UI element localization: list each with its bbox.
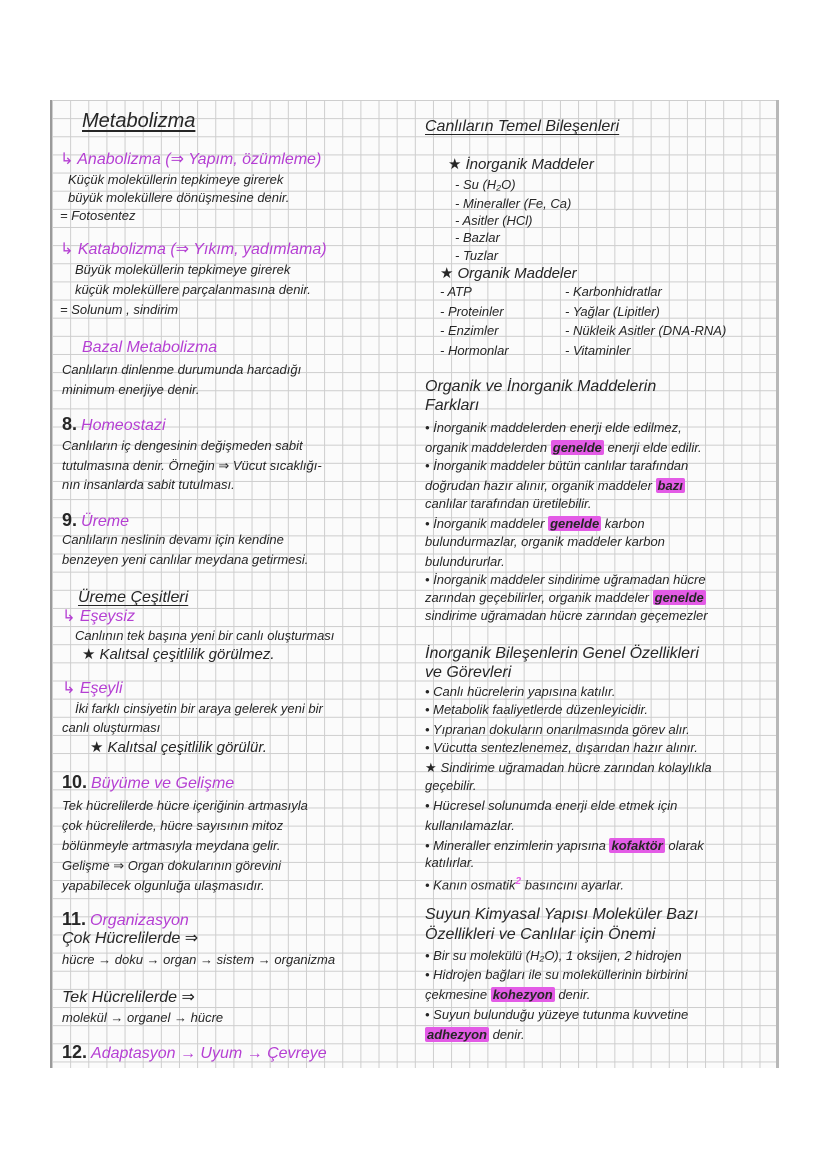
gorevler-line: kullanılamazlar. <box>425 818 515 833</box>
farklar-line: bulundururlar. <box>425 554 505 569</box>
eseyli-heading: ↳ Eşeyli <box>62 680 123 697</box>
temel-bilesenler-title: Canlıların Temel Bileşenleri <box>425 118 620 135</box>
section-number: 8. <box>62 414 78 434</box>
organik-item: - Yağlar (Lipitler) <box>565 304 660 319</box>
gorevler-line: • Hücresel solunumda enerji elde etmek için <box>425 798 678 813</box>
anabolizma-example: = Fotosentez <box>60 208 136 223</box>
gorevler-title: İnorganik Bileşenlerin Genel Özellikleri <box>425 645 699 662</box>
inorganik-item: - Asitler (HCl) <box>455 213 533 228</box>
metabolizma-title: Metabolizma <box>82 110 196 132</box>
buyume-line: Gelişme ⇒ Organ dokularının görevini <box>62 858 281 873</box>
gorevler-line: geçebilir. <box>425 778 477 793</box>
anabolizma-line: büyük moleküllere dönüşmesine denir. <box>68 190 290 205</box>
buyume-line: Tek hücrelilerde hücre içeriğinin artmasıyla <box>62 798 308 813</box>
heading-text: Organik Maddeler <box>457 265 577 282</box>
inorganik-item: - Tuzlar <box>455 248 499 263</box>
eseyli-line: İki farklı cinsiyetin bir araya gelerek yeni bir <box>75 701 323 716</box>
line-text: çekmesine <box>425 987 491 1002</box>
organik-item: - Vitaminler <box>565 343 631 358</box>
katabolizma-heading: ↳ Katabolizma (⇒ Yıkım, yadımlama) <box>60 241 327 258</box>
organik-item: - Proteinler <box>440 304 504 319</box>
line-text: basıncını ayarlar. <box>521 877 624 893</box>
buyume-line: yapabilecek olgunluğa ulaşmasıdır. <box>62 878 265 893</box>
gorevler-line <box>425 759 712 776</box>
katabolizma-example: = Solunum , sindirim <box>60 302 179 317</box>
buyume-line: çok hücrelilerde, hücre sayısının mitoz <box>62 818 284 833</box>
cok-hucreliler-label: Çok Hücrelilerde ⇒ <box>62 930 199 947</box>
su-line <box>425 1026 525 1043</box>
buyume-heading <box>62 772 234 794</box>
farklar-line: sindirime uğramadan hücre zarından geçemezler <box>425 608 708 623</box>
line-text: organik maddelerden <box>425 440 551 455</box>
note-text: Kalıtsal çeşitlilik görülür. <box>107 739 267 756</box>
organik-item: - Karbonhidratlar <box>565 284 662 299</box>
highlighted-word: adhezyon <box>427 1027 487 1042</box>
farklar-line <box>425 439 702 456</box>
inorganik-item: - Bazlar <box>455 230 500 245</box>
tek-hucreliler-chain: molekül → organel → hücre <box>62 1010 224 1025</box>
farklar-title: Organik ve İnorganik Maddelerin <box>425 378 657 395</box>
bazal-metabolizma-heading: Bazal Metabolizma <box>82 339 218 356</box>
eseyli-line: canlı oluşturması <box>62 720 161 735</box>
organik-item: - ATP <box>440 284 472 299</box>
line-text: doğrudan hazır alınır, organik maddeler <box>425 478 656 493</box>
cok-hucreliler-chain: hücre → doku → organ → sistem → organizma <box>62 952 336 967</box>
gorevler-line <box>425 837 704 854</box>
section-title: Homeostazi <box>81 417 166 434</box>
homeostazi-line: nın insanlarda sabit tutulması. <box>62 477 235 492</box>
star-icon: ★ <box>90 739 104 756</box>
line-text: • İnorganik maddeler <box>425 516 549 531</box>
highlighted-word: genelde <box>550 516 600 531</box>
section-number: 12. <box>62 1042 88 1062</box>
star-icon: ★ <box>425 760 437 775</box>
anabolizma-line: Küçük moleküllerin tepkimeye girerek <box>68 172 284 187</box>
gorevler-line <box>425 873 624 893</box>
gorevler-line: • Metabolik faaliyetlerde düzenleyicidir. <box>425 702 649 717</box>
highlighted-word: kohezyon <box>492 987 553 1002</box>
organik-item: - Hormonlar <box>440 343 509 358</box>
line-text: denir. <box>488 1027 525 1042</box>
ureme-line: Canlıların neslinin devamı için kendine <box>62 532 284 547</box>
gorevler-line: • Vücutta sentezlenemez, dışarıdan hazır alınır. <box>425 740 698 755</box>
eseysiz-line: Canlının tek başına yeni bir canlı oluşturması <box>75 628 335 643</box>
section-title: Adaptasyon → Uyum → Çevreye <box>91 1045 327 1062</box>
star-icon: ★ <box>82 646 96 663</box>
heading-text: İnorganik Maddeler <box>465 156 594 173</box>
su-line: • Hidrojen bağları ile su moleküllerinin birbirini <box>425 967 688 982</box>
su-line: • Suyun bulunduğu yüzeye tutunma kuvvetine <box>425 1007 689 1022</box>
anabolizma-heading: ↳ Anabolizma (⇒ Yapım, özümleme) <box>60 151 322 168</box>
su-title: Özellikleri ve Canlılar için Önemi <box>425 926 656 943</box>
line-text: Sindirime uğramadan hücre zarından kolaylıkla <box>440 760 712 775</box>
farklar-title: Farkları <box>425 397 480 414</box>
line-text: denir. <box>554 987 591 1002</box>
gorevler-line: • Canlı hücrelerin yapısına katılır. <box>425 684 616 699</box>
line-text: karbon <box>601 516 645 531</box>
tek-hucreliler-label: Tek Hücrelilerde ⇒ <box>62 989 195 1006</box>
ureme-line: benzeyen yeni canlılar meydana getirmesi. <box>62 552 309 567</box>
footnote-mark: 2 <box>515 876 522 887</box>
farklar-line <box>425 515 645 532</box>
bazal-line: Canlıların dinlenme durumunda harcadığı <box>62 362 302 377</box>
farklar-line: • İnorganik maddeler bütün canlılar tarafından <box>425 458 689 473</box>
farklar-line: bulundurmazlar, organik maddeler karbon <box>425 534 665 549</box>
eseysiz-note <box>82 645 275 664</box>
line-text: • Mineraller enzimlerin yapısına <box>425 838 610 853</box>
farklar-line: • İnorganik maddelerden enerji elde edilmez, <box>425 420 682 435</box>
eseysiz-heading: ↳ Eşeysiz <box>62 608 135 625</box>
line-text: enerji elde edilir. <box>603 440 702 455</box>
highlighted-word: bazı <box>657 478 683 493</box>
farklar-line: canlılar tarafından üretilebilir. <box>425 496 592 511</box>
highlighted-word: genelde <box>654 590 704 605</box>
katabolizma-line: küçük moleküllere parçalanmasına denir. <box>75 282 311 297</box>
section-number: 10. <box>62 772 88 792</box>
gorevler-title: ve Görevleri <box>425 664 512 681</box>
section-number: 11. <box>62 909 87 929</box>
line-text: • Kanın osmatik <box>425 877 516 893</box>
note-text: Kalıtsal çeşitlilik görülmez. <box>99 646 275 663</box>
section-title: Büyüme ve Gelişme <box>91 775 235 792</box>
section-title: Üreme <box>81 513 130 530</box>
homeostazi-line: Canlıların iç dengesinin değişmeden sabit <box>62 438 303 453</box>
farklar-line <box>425 477 685 494</box>
organik-item: - Nükleik Asitler (DNA-RNA) <box>565 323 727 338</box>
organik-item: - Enzimler <box>440 323 499 338</box>
bazal-line: minimum enerjiye denir. <box>62 382 200 397</box>
inorganik-maddeler-heading <box>448 155 594 174</box>
organizasyon-heading <box>62 909 189 931</box>
inorganik-item: - Su (H₂O) <box>455 177 516 192</box>
buyume-line: bölünmeyle artmasıyla meydana gelir. <box>62 838 281 853</box>
katabolizma-line: Büyük moleküllerin tepkimeye girerek <box>75 262 291 277</box>
highlighted-word: genelde <box>552 440 602 455</box>
ureme-heading <box>62 510 129 532</box>
inorganik-item: - Mineraller (Fe, Ca) <box>455 196 572 211</box>
highlighted-word: kofaktör <box>611 838 663 853</box>
adaptasyon-heading <box>62 1042 327 1064</box>
section-title: Organizasyon <box>90 912 189 929</box>
homeostazi-heading <box>62 414 166 436</box>
line-text: olarak <box>664 838 704 853</box>
farklar-line: • İnorganik maddeler sindirime uğramadan hücre <box>425 572 706 587</box>
gorevler-line: • Yıpranan dokuların onarılmasında görev alır. <box>425 722 690 737</box>
gorevler-line: katılırlar. <box>425 855 475 870</box>
star-icon: ★ <box>448 156 462 173</box>
line-text: zarından geçebilirler, organik maddeler <box>425 590 653 605</box>
homeostazi-line: tutulmasına denir. Örneğin ⇒ Vücut sıcaklığı- <box>62 458 322 473</box>
su-line: • Bir su molekülü (H₂O), 1 oksijen, 2 hidrojen <box>425 948 682 963</box>
ureme-cesitleri-heading: Üreme Çeşitleri <box>78 589 189 606</box>
organik-maddeler-heading <box>440 264 577 283</box>
star-icon: ★ <box>440 265 454 282</box>
su-line <box>425 986 590 1003</box>
su-title: Suyun Kimyasal Yapısı Moleküler Bazı <box>425 906 699 923</box>
eseyli-note <box>90 738 267 757</box>
section-number: 9. <box>62 510 78 530</box>
farklar-line <box>425 589 706 606</box>
